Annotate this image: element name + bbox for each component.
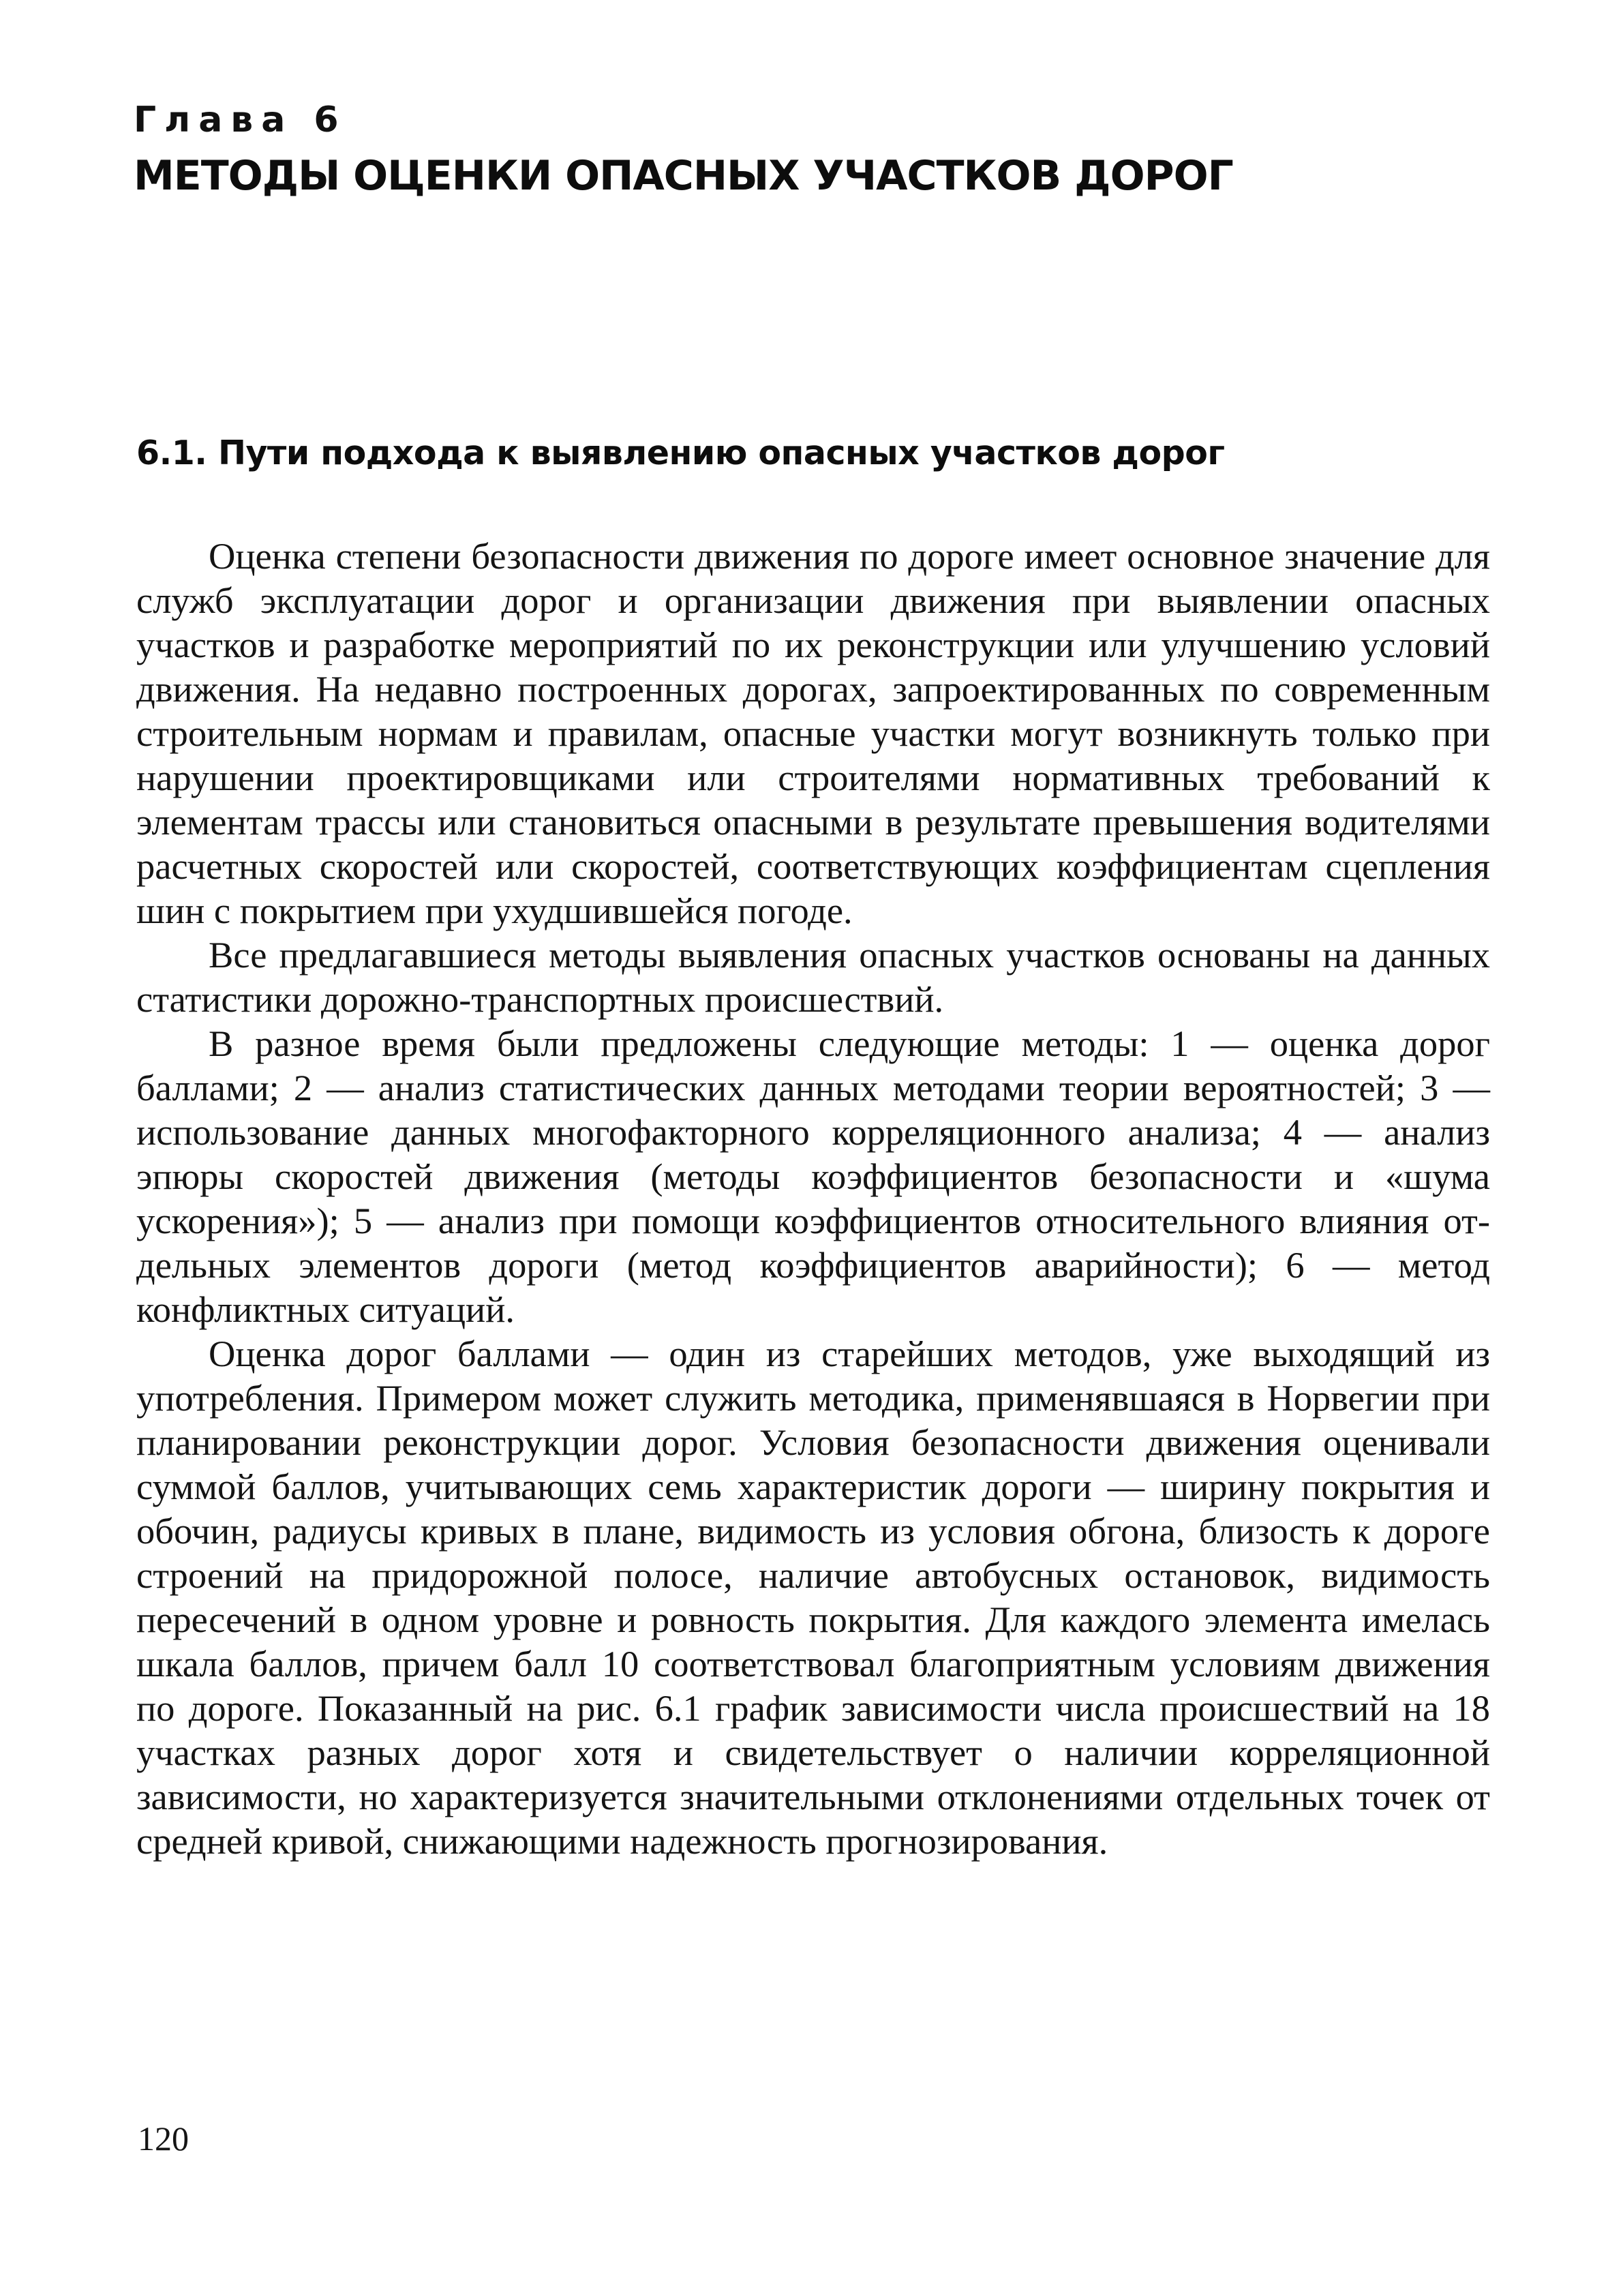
chapter-label: Глава 6 <box>134 100 347 140</box>
paragraph-1: Оценка степени безопасности движения по дороге имеет основное значение для служб эксплуатации дорог и организации движения при выявлении опасных участков и разработке мероприятий по их реконструкции или улучшению условий движения. На недавно построенных дорогах, запроектированных по современным строительным нормам и правилам, опасные участки могут возникнуть только при нарушении проектировщиками или строителями нормативных требований к элементам трассы или становиться опасными в результате превышения водителями расчетных скоростей или скоростей, соответствующих коэффициентам сцепления шин с покрытием при ухудшившейся погоде. <box>136 535 1490 931</box>
chapter-title: МЕТОДЫ ОЦЕНКИ ОПАСНЫХ УЧАСТКОВ ДОРОГ <box>134 152 1233 200</box>
paragraph-2: Все предлагавшиеся методы выявления опасных участков основаны на данных статистики дорожно-транспортных происшествий. <box>136 934 1490 1020</box>
body-text <box>136 534 1490 1863</box>
paragraph-3: В разное время были предложены следующие методы: 1 — оценка дорог баллами; 2 — анализ статистических данных методами теории вероятностей; 3 — использование данных многофакторного корреляционного анализа; 4 — анализ эпюры скоростей движения (методы коэффициентов безопасности и «шума ускорения»); 5 — анализ при помощи коэффициентов относительного влияния отдельных элементов дороги (метод коэффициентов аварийности); 6 — метод конфликтных ситуаций. <box>136 1023 1490 1330</box>
page-number: 120 <box>138 2119 189 2158</box>
paragraph-4: Оценка дорог баллами — один из старейших методов, уже выходящий из употребления. Примером может служить методика, применявшаяся в Норвегии при планировании реконструкции дорог. Условия безопасности движения оценивали суммой баллов, учитывающих семь характеристик дороги — ширину покрытия и обочин, радиусы кривых в плане, видимость из условия обгона, близость к дороге строений на придорожной полосе, наличие автобусных остановок, видимость пересечений в одном уровне и ровность покрытия. Для каждого элемента имелась шкала баллов, причем балл 10 соответствовал благоприятным условиям движения по дороге. Показанный на рис. 6.1 график зависимости числа происшествий на 18 участках разных дорог хотя и свидетельствует о наличии корреляционной зависимости, но характеризуется значительными отклонениями отдельных точек от средней кривой, снижающими надежность прогнозирования. <box>136 1333 1490 1862</box>
section-title: 6.1. Пути подхода к выявлению опасных участков дорог <box>136 434 1225 472</box>
